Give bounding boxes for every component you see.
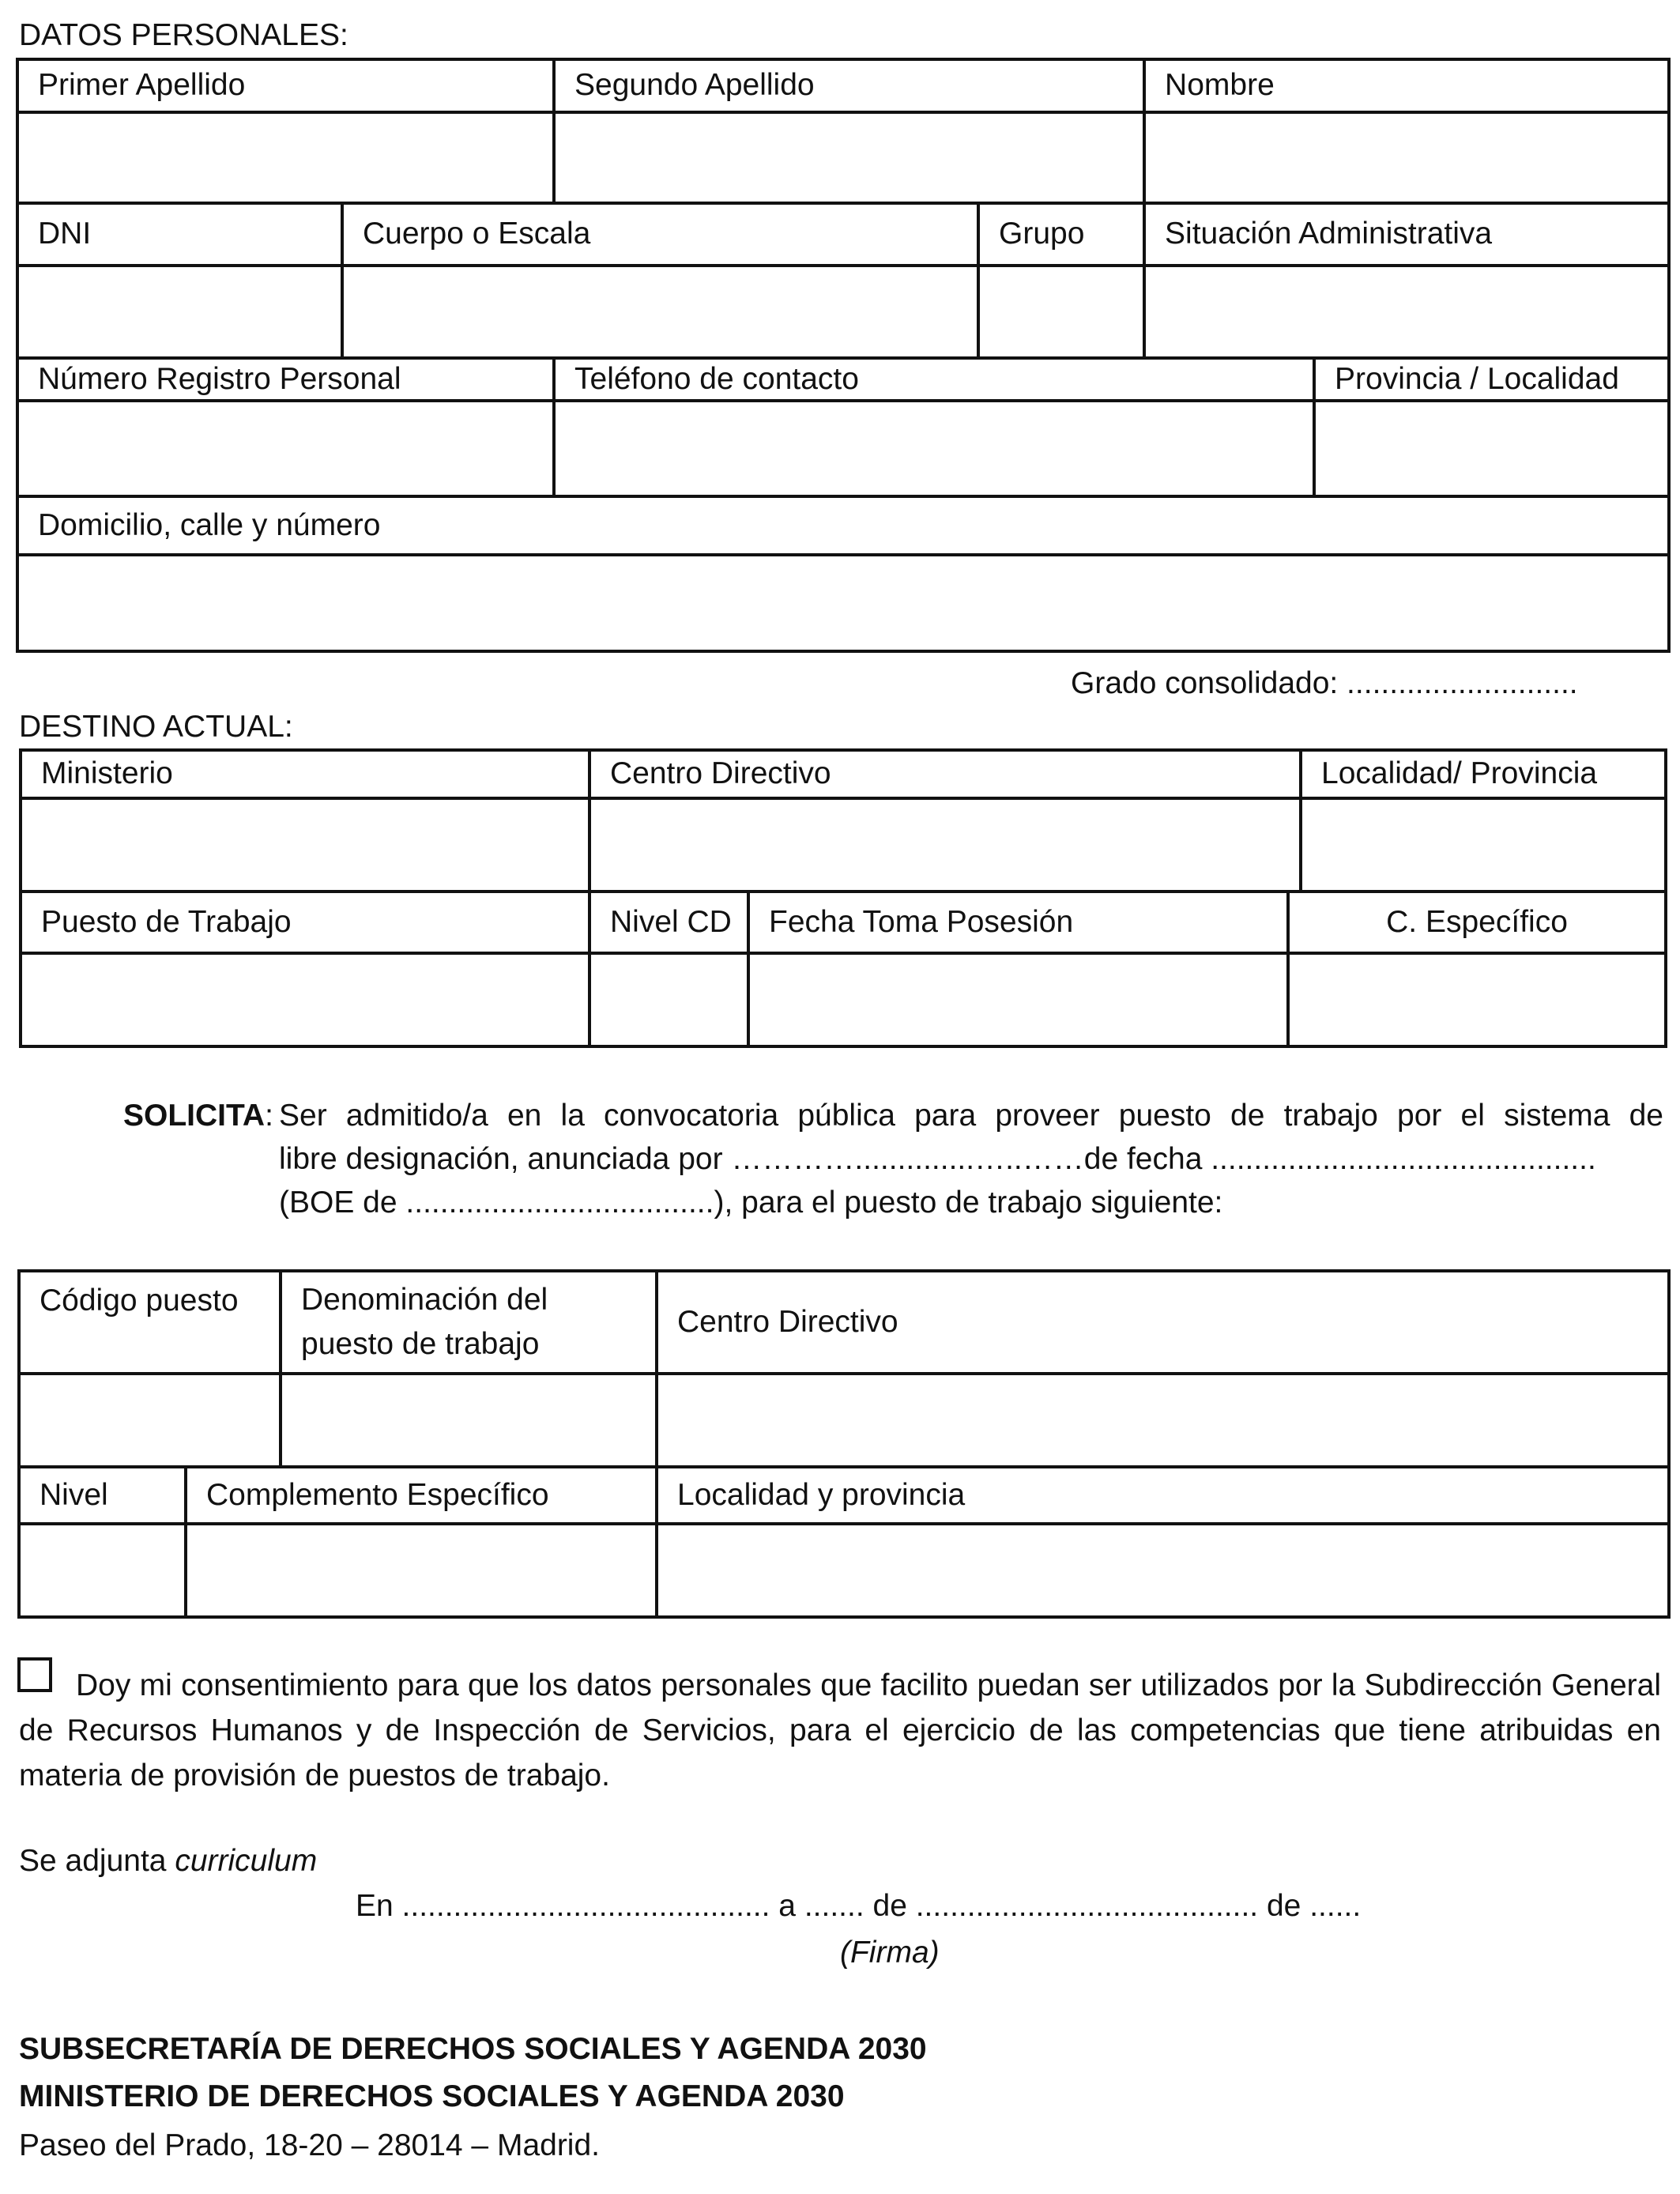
solicita-colon: : <box>265 1099 273 1133</box>
centro-directivo-solicitado-field[interactable] <box>657 1374 1669 1467</box>
nivel-field[interactable] <box>19 1524 186 1617</box>
ministerio-field[interactable] <box>21 798 590 892</box>
complemento-especifico-label: C. Específico <box>1288 892 1666 953</box>
telefono-field[interactable] <box>554 401 1314 496</box>
firma-label: (Firma) <box>840 1936 940 1970</box>
primer-apellido-label: Primer Apellido <box>17 59 554 112</box>
complemento-especifico-field[interactable] <box>1288 953 1666 1046</box>
centro-directivo-label: Centro Directivo <box>590 750 1301 798</box>
address: Paseo del Prado, 18-20 – 28014 – Madrid. <box>19 2128 601 2162</box>
current-post-heading: DESTINO ACTUAL: <box>19 710 293 744</box>
personal-data-table <box>16 58 1671 653</box>
solicita-line-2: libre designación, anunciada por …………..............…..……de fecha ............................................. <box>279 1142 1596 1176</box>
denominacion-puesto-label: Denominación del puesto de trabajo <box>281 1271 657 1374</box>
grado-consolidado: Grado consolidado: ........................... <box>1071 666 1578 700</box>
segundo-apellido-label: Segundo Apellido <box>554 59 1144 112</box>
localidad-provincia-solicitado-field[interactable] <box>657 1524 1669 1617</box>
nivel-cd-label: Nivel CD <box>590 892 748 953</box>
situacion-administrativa-label: Situación Administrativa <box>1144 203 1669 266</box>
puesto-trabajo-label: Puesto de Trabajo <box>21 892 590 953</box>
fecha-toma-posesion-label: Fecha Toma Posesión <box>748 892 1288 953</box>
codigo-puesto-field[interactable] <box>19 1374 281 1467</box>
requested-post-table <box>17 1269 1671 1619</box>
domicilio-label: Domicilio, calle y número <box>17 496 1669 555</box>
dni-field[interactable] <box>17 266 342 358</box>
registro-personal-field[interactable] <box>17 401 554 496</box>
complemento-especifico-solicitado-label: Complemento Específico <box>186 1467 657 1524</box>
ministerio-label: Ministerio <box>21 750 590 798</box>
localidad-provincia-solicitado-label: Localidad y provincia <box>657 1467 1669 1524</box>
solicita-keyword: SOLICITA <box>123 1099 266 1133</box>
current-post-table <box>19 748 1667 1048</box>
personal-data-heading: DATOS PERSONALES: <box>19 18 348 52</box>
grupo-field[interactable] <box>978 266 1144 358</box>
cuerpo-escala-label: Cuerpo o Escala <box>342 203 978 266</box>
solicita-line-1: Ser admitido/a en la convocatoria pública para proveer puesto de trabajo por el sistema de <box>279 1099 1663 1133</box>
adjunta-curriculum-word: curriculum <box>175 1844 318 1878</box>
dni-label: DNI <box>17 203 342 266</box>
nombre-label: Nombre <box>1144 59 1669 112</box>
cuerpo-escala-field[interactable] <box>342 266 978 358</box>
provincia-localidad-label: Provincia / Localidad <box>1314 358 1669 401</box>
nombre-field[interactable] <box>1144 112 1669 203</box>
telefono-label: Teléfono de contacto <box>554 358 1314 401</box>
consent-text: Doy mi consentimiento para que los datos personales que facilito puedan ser utilizados por la Subdirección General de Recursos Humanos y de Inspección de Servicios, para el ejercicio de las competencias que tiene atribuidas en materia de provisión de puestos de trabajo. <box>19 1668 1661 1793</box>
localidad-provincia-label: Localidad/ Provincia <box>1301 750 1666 798</box>
subsecretaria-heading: SUBSECRETARÍA DE DERECHOS SOCIALES Y AGENDA 2030 <box>19 2032 927 2066</box>
primer-apellido-field[interactable] <box>17 112 554 203</box>
situacion-administrativa-field[interactable] <box>1144 266 1669 358</box>
centro-directivo-field[interactable] <box>590 798 1301 892</box>
grupo-label: Grupo <box>978 203 1144 266</box>
adjunta-curriculum <box>19 1843 317 1880</box>
registro-personal-label: Número Registro Personal <box>17 358 554 401</box>
adjunta-prefix: Se adjunta <box>19 1844 175 1878</box>
denominacion-puesto-field[interactable] <box>281 1374 657 1467</box>
ministerio-heading: MINISTERIO DE DERECHOS SOCIALES Y AGENDA 2030 <box>19 2079 845 2113</box>
segundo-apellido-field[interactable] <box>554 112 1144 203</box>
localidad-provincia-field[interactable] <box>1301 798 1666 892</box>
complemento-especifico-solicitado-field[interactable] <box>186 1524 657 1617</box>
codigo-puesto-label: Código puesto <box>19 1271 281 1374</box>
solicita-label <box>123 1094 273 1137</box>
domicilio-field[interactable] <box>17 555 1669 651</box>
puesto-trabajo-field[interactable] <box>21 953 590 1046</box>
centro-directivo-solicitado-label: Centro Directivo <box>657 1271 1669 1374</box>
nivel-label: Nivel <box>19 1467 186 1524</box>
solicita-line-3: (BOE de ....................................), para el puesto de trabajo siguiente: <box>279 1186 1223 1220</box>
place-date-line: En ........................................... a ....... de ........................................ de ...... <box>356 1889 1362 1923</box>
fecha-toma-posesion-field[interactable] <box>748 953 1288 1046</box>
provincia-localidad-field[interactable] <box>1314 401 1669 496</box>
nivel-cd-field[interactable] <box>590 953 748 1046</box>
